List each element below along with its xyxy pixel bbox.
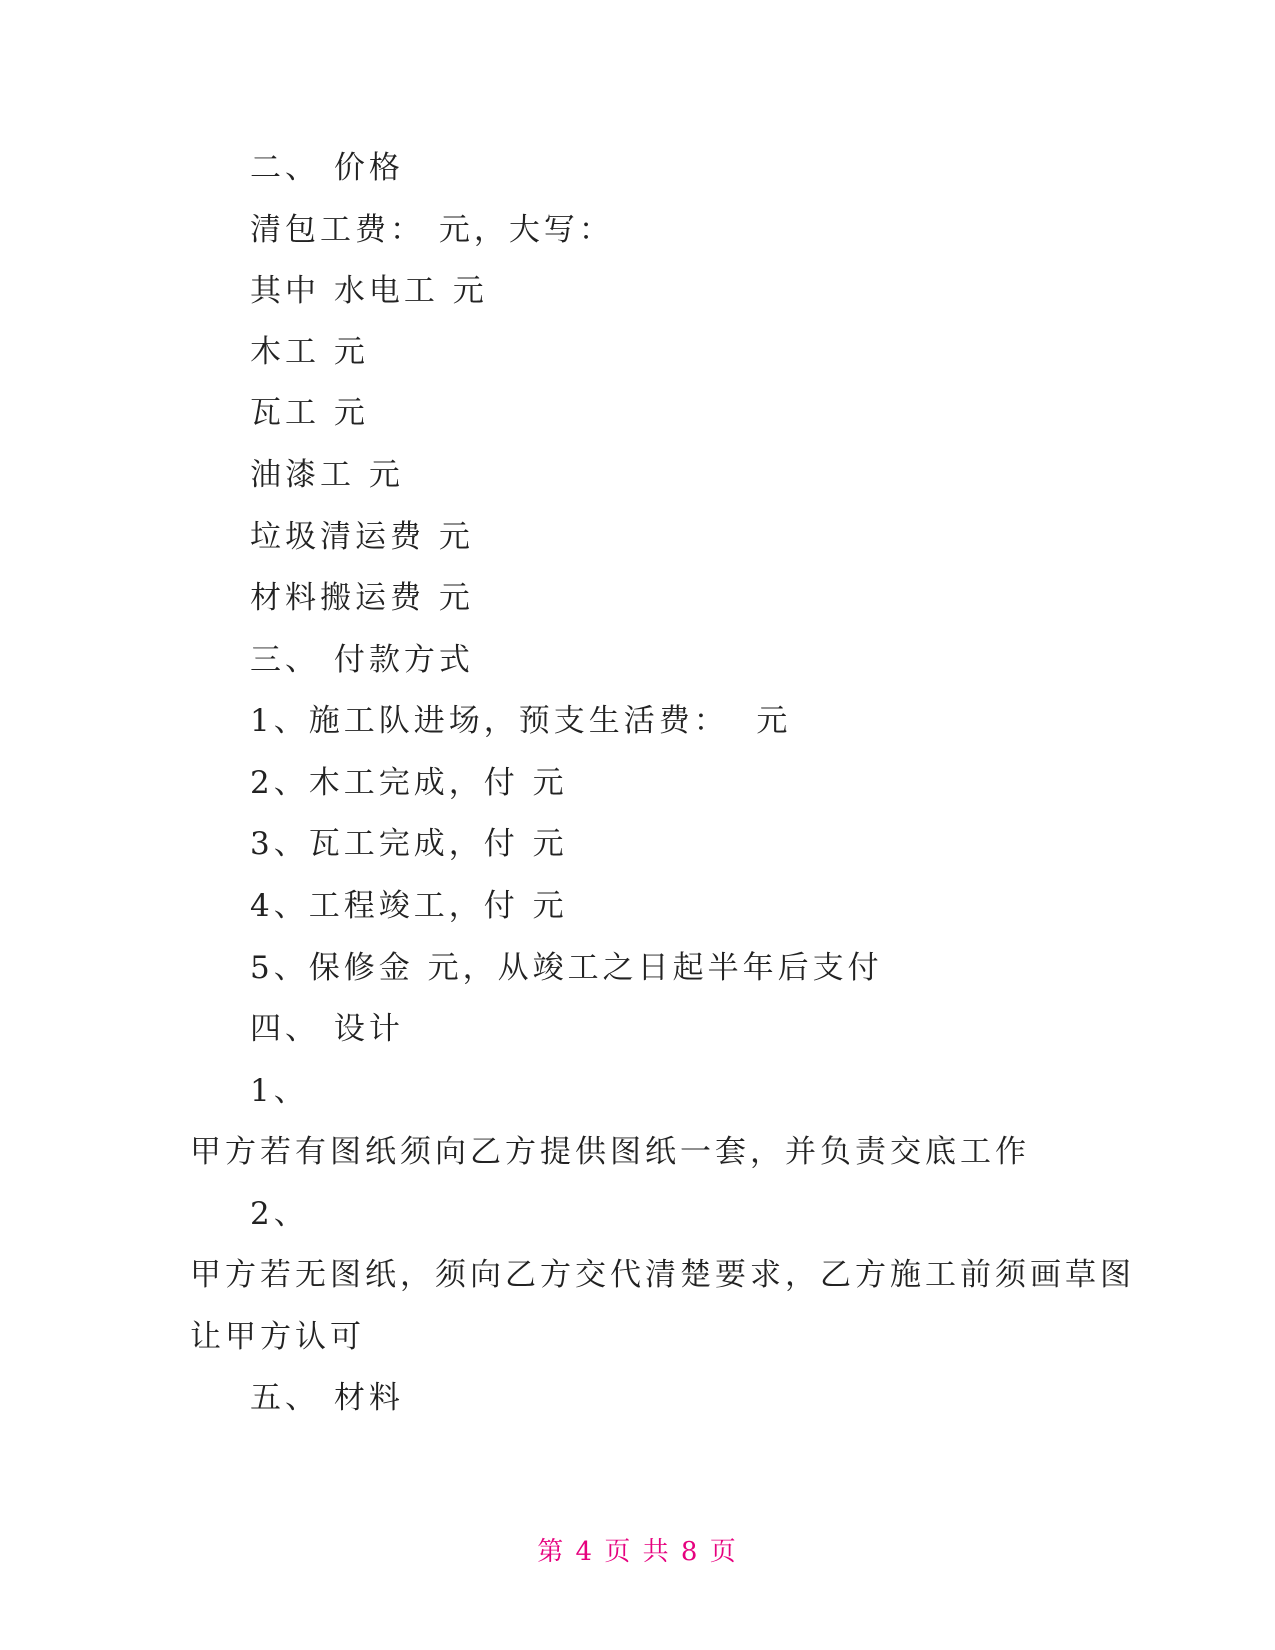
page-number-footer: 第 4 页 共 8 页 [537, 1537, 738, 1567]
section-heading-materials: 五、 材料 [250, 1380, 404, 1416]
material-handling-line: 材料搬运费 元 [250, 580, 474, 616]
section-heading-design: 四、 设计 [250, 1011, 404, 1047]
garbage-removal-line: 垃圾清运费 元 [250, 519, 474, 555]
design-item-1-number: 1、 [250, 1073, 309, 1109]
labor-fee-line: 清包工费： 元，大写： [250, 212, 614, 248]
payment-item-2: 2、木工完成，付 元 [250, 765, 568, 801]
design-item-2-text-continued: 让甲方认可 [190, 1319, 365, 1355]
payment-item-1: 1、施工队进场，预支生活费： 元 [250, 703, 792, 739]
payment-item-5: 5、保修金 元，从竣工之日起半年后支付 [250, 950, 883, 986]
plumbing-electrical-line: 其中 水电工 元 [250, 273, 488, 309]
section-heading-price: 二、 价格 [250, 150, 404, 186]
painting-line: 油漆工 元 [250, 457, 404, 493]
payment-item-3: 3、瓦工完成，付 元 [250, 826, 568, 862]
carpentry-line: 木工 元 [250, 334, 369, 370]
design-item-1-text: 甲方若有图纸须向乙方提供图纸一套，并负责交底工作 [190, 1134, 1030, 1170]
payment-item-4: 4、工程竣工，付 元 [250, 888, 568, 924]
masonry-line: 瓦工 元 [250, 395, 369, 431]
design-item-2-text: 甲方若无图纸，须向乙方交代清楚要求，乙方施工前须画草图 [190, 1257, 1135, 1293]
design-item-2-number: 2、 [250, 1196, 309, 1232]
section-heading-payment: 三、 付款方式 [250, 642, 474, 678]
